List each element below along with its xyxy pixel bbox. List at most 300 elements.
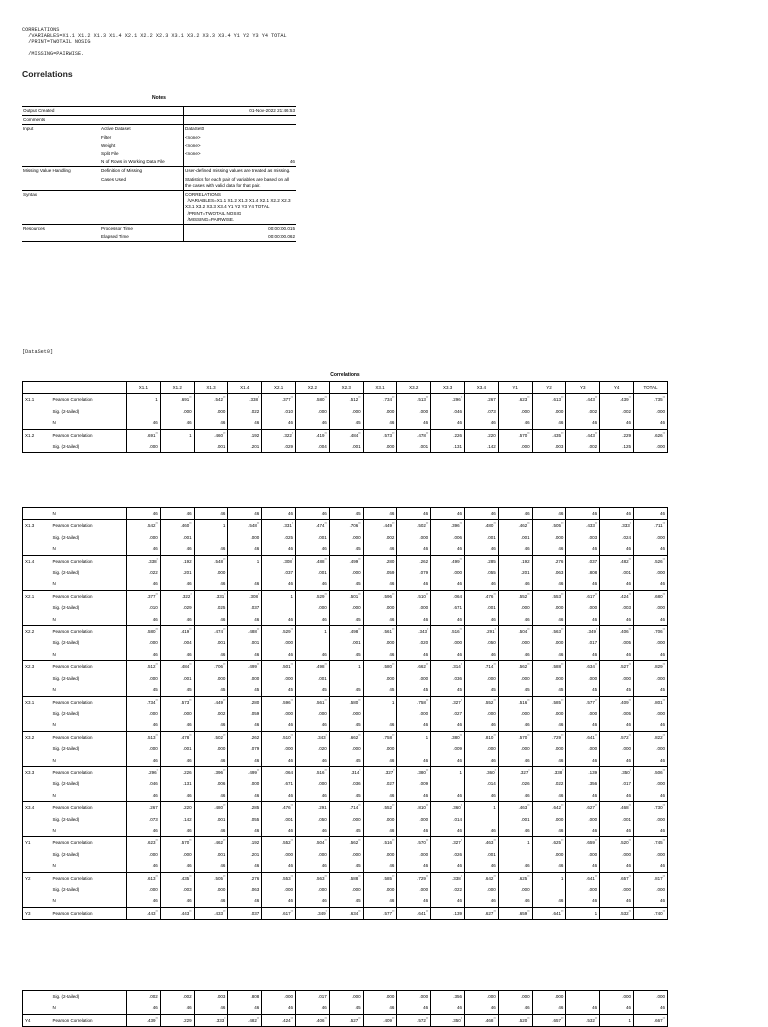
- coefficient-value: .548: [248, 523, 257, 529]
- table-cell: [329, 802, 363, 814]
- table-cell: .000: [498, 441, 532, 453]
- table-cell: .000: [498, 708, 532, 719]
- table-cell: .001: [160, 673, 194, 684]
- table-cell: 46: [296, 614, 330, 626]
- notes-sublabel: Filter: [101, 134, 112, 140]
- table-cell: .000: [329, 743, 363, 754]
- table-cell: 46: [363, 508, 397, 520]
- table-cell: 46: [296, 417, 330, 429]
- table-cell: 46: [228, 755, 262, 767]
- significance-marker: **: [358, 521, 361, 526]
- table-cell: [194, 532, 228, 543]
- significance-marker: **: [662, 733, 665, 738]
- coefficient-value: .553: [281, 875, 291, 881]
- table-cell: 46: [296, 578, 330, 590]
- significance-marker: **: [189, 395, 192, 400]
- notes-row: [22, 116, 296, 125]
- table-cell: [329, 907, 363, 919]
- table-cell: .267: [464, 394, 498, 406]
- table-row: [23, 778, 668, 789]
- notes-row: [22, 125, 296, 134]
- table-cell: [160, 394, 194, 406]
- table-cell: 46: [228, 790, 262, 802]
- table-cell: 46: [431, 755, 465, 767]
- significance-marker: **: [324, 431, 327, 436]
- coefficient-value: .322: [181, 593, 191, 599]
- table-cell: .000: [498, 884, 532, 895]
- table-cell: .000: [431, 567, 465, 578]
- significance-marker: *: [291, 521, 293, 526]
- table-cell: .029: [160, 602, 194, 613]
- significance-marker: **: [324, 838, 327, 843]
- table-cell: .000: [194, 567, 228, 578]
- variable-label: [23, 567, 51, 578]
- table-cell: 45: [262, 684, 296, 696]
- statistic-label: Sig. (2-tailed): [52, 994, 80, 999]
- significance-marker: **: [189, 838, 192, 843]
- table-cell: 46: [127, 417, 161, 429]
- table-cell: .000: [566, 743, 600, 754]
- table-cell: 46: [228, 860, 262, 872]
- significance-marker: *: [156, 768, 158, 773]
- table-cell: 46: [262, 417, 296, 429]
- significance-marker: **: [594, 874, 598, 879]
- significance-marker: **: [223, 768, 226, 773]
- coefficient-value: .711: [654, 523, 663, 529]
- table-cell: .280: [228, 696, 262, 708]
- table-cell: [498, 1014, 532, 1026]
- variable-label: [23, 814, 51, 825]
- coefficient-value: .641: [586, 734, 595, 740]
- table-cell: [194, 661, 228, 673]
- table-cell: [363, 429, 397, 441]
- table-cell: [228, 1014, 262, 1026]
- significance-marker: **: [493, 874, 496, 879]
- significance-marker: **: [493, 1016, 496, 1021]
- significance-marker: **: [290, 395, 293, 400]
- coefficient-value: .563: [552, 629, 562, 635]
- coefficient-value: .529: [315, 593, 325, 599]
- variable-label: Y2: [23, 872, 51, 884]
- coefficient-value: .810: [417, 805, 426, 811]
- significance-marker: **: [594, 698, 598, 702]
- significance-marker: **: [392, 592, 395, 597]
- coefficient-value: .449: [214, 699, 224, 705]
- significance-marker: **: [189, 874, 192, 879]
- table-cell: [262, 602, 296, 613]
- coefficient-value: .542: [146, 523, 156, 529]
- table-cell: 46: [498, 508, 532, 520]
- table-cell: 46: [633, 649, 667, 661]
- table-cell: [296, 394, 330, 406]
- table-cell: 1: [160, 429, 194, 441]
- table-cell: [262, 696, 296, 708]
- table-cell: .000: [633, 991, 667, 1003]
- table-cell: 46: [464, 825, 498, 837]
- table-cell: [262, 802, 296, 814]
- significance-marker: **: [290, 1016, 293, 1021]
- table-cell: [532, 731, 566, 743]
- table-row: [23, 649, 668, 661]
- table-cell: .022: [127, 567, 161, 578]
- table-cell: [633, 837, 667, 849]
- table-cell: [228, 626, 262, 638]
- table-cell: [464, 837, 498, 849]
- table-cell: .002: [194, 708, 228, 719]
- table-cell: 46: [498, 790, 532, 802]
- table-cell: 46: [160, 578, 194, 590]
- table-cell: .671: [431, 602, 465, 613]
- coefficient-value: .419: [315, 432, 325, 438]
- table-cell: .000: [363, 814, 397, 825]
- table-cell: [296, 907, 330, 919]
- table-cell: [363, 590, 397, 602]
- table-cell: .000: [127, 532, 161, 543]
- coefficient-value: .570: [180, 840, 190, 846]
- table-cell: [160, 626, 194, 638]
- table-cell: [262, 520, 296, 532]
- table-cell: [532, 429, 566, 441]
- table-cell: .229: [160, 1014, 194, 1026]
- table-cell: [397, 696, 431, 708]
- notes-label: [22, 158, 100, 167]
- variable-label: [23, 884, 51, 895]
- statistic-label: Pearson Correlation: [51, 429, 127, 441]
- coefficient-value: .548: [214, 558, 224, 564]
- table-row: [23, 696, 668, 708]
- table-cell: .025: [194, 602, 228, 613]
- table-cell: [397, 626, 431, 638]
- table-cell: 46: [228, 649, 262, 661]
- table-cell: 46: [160, 790, 194, 802]
- table-cell: .022: [431, 884, 465, 895]
- notes-value: [184, 116, 297, 125]
- significance-marker: **: [662, 431, 665, 436]
- coefficient-value: .449: [383, 523, 393, 529]
- table-cell: [262, 731, 296, 743]
- coefficient-value: .617: [281, 910, 291, 916]
- table-cell: [127, 837, 161, 849]
- table-cell: .001: [329, 441, 363, 453]
- table-cell: 46: [532, 543, 566, 555]
- table-cell: [363, 766, 397, 778]
- table-cell: [363, 1014, 397, 1026]
- table-row: [23, 578, 668, 590]
- table-cell: [160, 696, 194, 708]
- table-cell: .001: [194, 441, 228, 453]
- statistic-label: N: [52, 420, 56, 426]
- significance-marker: **: [155, 874, 158, 879]
- table-cell: 46: [397, 860, 431, 872]
- table-cell: [600, 555, 634, 567]
- table-cell: 46: [296, 895, 330, 907]
- coefficient-value: .501: [349, 593, 359, 599]
- table-cell: [431, 778, 465, 789]
- table-cell: [296, 590, 330, 602]
- table-cell: .010: [262, 406, 296, 417]
- table-cell: .000: [498, 991, 532, 1003]
- table-cell: .276: [532, 555, 566, 567]
- table-row: [23, 508, 668, 520]
- statistic-label: Pearson Correlation: [51, 907, 127, 919]
- coefficient-value: .634: [349, 910, 359, 916]
- table-cell: [431, 1014, 465, 1026]
- table-row: [23, 661, 668, 673]
- variable-label: [23, 860, 51, 872]
- table-cell: .000: [228, 778, 262, 789]
- table-cell: .000: [194, 884, 228, 895]
- table-cell: 46: [633, 755, 667, 767]
- table-row: [23, 555, 668, 567]
- table-cell: 45: [498, 684, 532, 696]
- coefficient-value: .706: [214, 664, 224, 670]
- significance-marker: **: [256, 521, 260, 526]
- significance-marker: **: [223, 431, 226, 436]
- table-cell: [194, 394, 228, 406]
- table-cell: [262, 661, 296, 673]
- significance-marker: *: [494, 627, 496, 632]
- table-cell: .192: [228, 837, 262, 849]
- table-cell: 46: [262, 543, 296, 555]
- significance-marker: **: [189, 698, 192, 702]
- significance-marker: *: [460, 874, 462, 879]
- table-cell: .000: [127, 637, 161, 648]
- coefficient-value: .512: [349, 397, 359, 403]
- table-cell: [329, 429, 363, 441]
- table-cell: .000: [363, 441, 397, 453]
- table-cell: [600, 872, 634, 884]
- significance-marker: **: [392, 838, 395, 843]
- coefficient-value: .625: [518, 875, 528, 881]
- significance-marker: **: [628, 874, 631, 879]
- coefficient-value: .641: [417, 910, 426, 916]
- notes-row: [22, 225, 296, 234]
- significance-marker: **: [358, 838, 361, 843]
- table-cell: .000: [363, 743, 397, 754]
- significance-marker: **: [155, 1016, 158, 1021]
- significance-marker: **: [662, 1016, 665, 1021]
- table-cell: 45: [532, 684, 566, 696]
- statistic-label: Pearson Correlation: [51, 626, 127, 638]
- table-row: [23, 766, 668, 778]
- significance-marker: **: [358, 909, 361, 914]
- table-cell: [160, 872, 194, 884]
- table-cell: 46: [127, 1002, 161, 1014]
- table-cell: 46: [127, 614, 161, 626]
- table-cell: 46: [296, 1002, 330, 1014]
- table-row: [23, 872, 668, 884]
- table-cell: [532, 884, 566, 895]
- table-cell: .000: [532, 637, 566, 648]
- table-cell: .000: [296, 884, 330, 895]
- notes-label: Output Created: [22, 107, 100, 116]
- table-cell: [296, 837, 330, 849]
- table-cell: 46: [532, 417, 566, 429]
- table-cell: .000: [633, 637, 667, 648]
- coefficient-value: .642: [552, 805, 562, 811]
- coefficient-value: .331: [215, 593, 225, 599]
- table-cell: 45: [329, 825, 363, 837]
- significance-marker: **: [392, 395, 395, 400]
- table-cell: .064: [431, 590, 465, 602]
- table-cell: [228, 520, 262, 532]
- variable-label: Y3: [23, 907, 51, 919]
- significance-marker: **: [155, 733, 158, 738]
- coefficient-value: .350: [621, 769, 630, 775]
- table-cell: 46: [464, 578, 498, 590]
- significance-marker: **: [425, 395, 429, 400]
- notes-sublabel: [100, 107, 184, 116]
- variable-label: [23, 637, 51, 648]
- coefficient-value: .706: [653, 629, 663, 635]
- table-cell: [633, 626, 667, 638]
- table-cell: 46: [194, 614, 228, 626]
- correlations-table-continued: [22, 507, 668, 920]
- coefficient-value: .291: [485, 629, 495, 635]
- table-cell: 46: [194, 895, 228, 907]
- column-header: X3.1: [363, 382, 397, 394]
- coefficient-value: .350: [452, 1017, 461, 1023]
- significance-marker: **: [527, 431, 530, 436]
- table-cell: .000: [532, 814, 566, 825]
- table-cell: .000: [262, 849, 296, 860]
- coefficient-value: .498: [349, 629, 359, 635]
- table-cell: 46: [633, 860, 667, 872]
- coefficient-value: .443: [586, 397, 595, 403]
- significance-marker: **: [392, 431, 395, 436]
- table-cell: [397, 766, 431, 778]
- table-cell: [262, 872, 296, 884]
- table-cell: [397, 661, 431, 673]
- table-cell: 46: [296, 649, 330, 661]
- table-cell: .000: [397, 814, 431, 825]
- table-cell: .000: [329, 602, 363, 613]
- table-cell: 46: [160, 508, 194, 520]
- table-cell: 46: [194, 790, 228, 802]
- table-cell: [464, 626, 498, 638]
- table-cell: [397, 590, 431, 602]
- table-cell: 46: [431, 1002, 465, 1014]
- statistic-label: N: [52, 827, 56, 833]
- table-cell: .000: [532, 849, 566, 860]
- table-cell: 45: [329, 1002, 363, 1014]
- table-cell: .192: [498, 555, 532, 567]
- table-cell: [160, 590, 194, 602]
- variable-label: [23, 602, 51, 613]
- table-cell: .000: [397, 532, 431, 543]
- table-cell: 46: [633, 614, 667, 626]
- table-cell: [600, 696, 634, 708]
- table-cell: [262, 837, 296, 849]
- table-cell: .201: [160, 567, 194, 578]
- table-cell: 46: [127, 895, 161, 907]
- table-cell: .002: [600, 406, 634, 417]
- coefficient-value: .377: [146, 593, 156, 599]
- table-cell: [464, 814, 498, 825]
- statistic-label: N: [52, 757, 56, 763]
- table-cell: 45: [464, 684, 498, 696]
- table-cell: [127, 872, 161, 884]
- table-cell: 46: [633, 1002, 667, 1014]
- table-cell: [498, 661, 532, 673]
- table-cell: 45: [329, 755, 363, 767]
- table-cell: 46: [228, 895, 262, 907]
- table-cell: 46: [363, 543, 397, 555]
- significance-marker: **: [662, 874, 665, 879]
- table-cell: [329, 731, 363, 743]
- coefficient-value: .512: [146, 664, 156, 670]
- column-header: X1.2: [160, 382, 194, 394]
- table-cell: .142: [464, 441, 498, 453]
- table-cell: .000: [262, 991, 296, 1003]
- column-header: X2.2: [296, 382, 330, 394]
- table-cell: 46: [296, 825, 330, 837]
- table-cell: [397, 802, 431, 814]
- coefficient-value: .499: [349, 558, 359, 564]
- variable-label: X3.4: [23, 802, 51, 814]
- table-cell: [363, 661, 397, 673]
- table-cell: .001: [194, 849, 228, 860]
- table-cell: 46: [363, 860, 397, 872]
- table-cell: .000: [262, 637, 296, 648]
- variable-label: X1.1: [23, 394, 51, 406]
- coefficient-value: .463: [484, 840, 494, 846]
- table-row: [23, 590, 668, 602]
- statistic-label: Sig. (2-tailed): [52, 710, 80, 716]
- table-cell: [127, 731, 161, 743]
- table-cell: .201: [498, 567, 532, 578]
- table-cell: [464, 731, 498, 743]
- coefficient-value: .735: [653, 397, 663, 403]
- table-row: [23, 602, 668, 613]
- table-cell: .001: [296, 532, 330, 543]
- significance-marker: *: [460, 698, 462, 702]
- significance-marker: *: [190, 592, 192, 597]
- coefficient-value: .552: [484, 699, 494, 705]
- table-cell: [397, 872, 431, 884]
- table-cell: 46: [194, 417, 228, 429]
- table-cell: .009: [397, 778, 431, 789]
- statistic-label: Sig. (2-tailed): [52, 570, 80, 576]
- coefficient-value: .627: [586, 805, 595, 811]
- table-cell: [633, 661, 667, 673]
- table-cell: [363, 802, 397, 814]
- table-cell: [532, 626, 566, 638]
- table-cell: .356: [431, 991, 465, 1003]
- table-cell: .064: [262, 766, 296, 778]
- significance-marker: **: [324, 521, 327, 526]
- table-cell: [532, 907, 566, 919]
- table-cell: [532, 520, 566, 532]
- table-cell: [296, 696, 330, 708]
- table-cell: [633, 731, 667, 743]
- table-row: [23, 837, 668, 849]
- significance-marker: **: [425, 768, 429, 773]
- table-cell: 46: [397, 508, 431, 520]
- table-row: [23, 743, 668, 754]
- table-cell: .000: [262, 708, 296, 719]
- table-cell: .000: [464, 673, 498, 684]
- significance-marker: **: [358, 395, 361, 400]
- table-cell: [633, 520, 667, 532]
- variable-label: [23, 755, 51, 767]
- variable-label: [23, 778, 51, 789]
- coefficient-value: .338: [249, 397, 259, 403]
- coefficient-value: .758: [417, 699, 426, 705]
- significance-marker: **: [256, 662, 260, 667]
- table-cell: 46: [228, 825, 262, 837]
- significance-marker: **: [290, 698, 293, 702]
